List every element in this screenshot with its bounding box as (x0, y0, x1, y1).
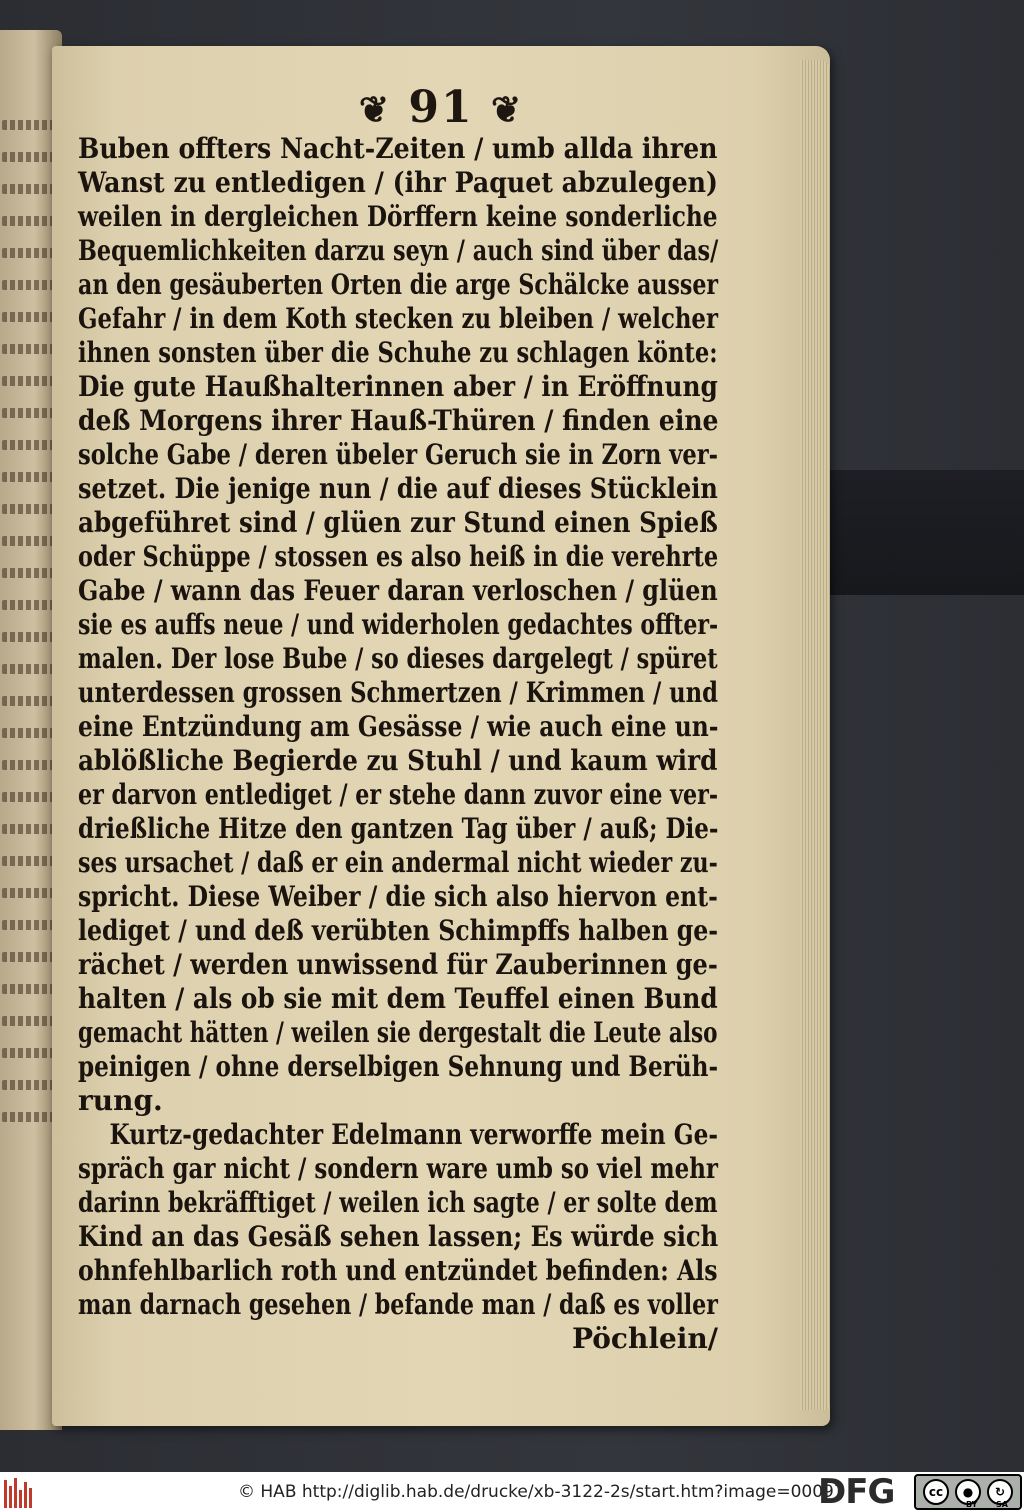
library-logo-icon (4, 1476, 36, 1508)
page-edge (800, 60, 830, 1410)
cc-icon: cc (923, 1479, 949, 1505)
text-line: spricht. Diese Weiber / die sich also hiervon ent- (78, 880, 718, 913)
cc-by-label: BY (966, 1500, 978, 1509)
text-line: Kurtz-gedachter Edelmann verworffe mein Ge- (109, 1118, 719, 1151)
text-line: Bequemlichkeiten darzu seyn / auch sind über das/ (78, 234, 719, 267)
text-line: solche Gabe / deren übeler Geruch sie in Zorn ver- (78, 438, 719, 471)
cc-license-badge[interactable] (914, 1474, 1022, 1510)
cc-by-icon: ● (955, 1479, 981, 1505)
text-line: Gefahr / in dem Koth stecken zu bleiben / welcher (78, 302, 718, 335)
book-page (52, 46, 830, 1426)
text-line: deß Morgens ihrer Hauß-Thüren / finden eine (78, 404, 719, 437)
text-line: abgeführet sind / glüen zur Stund einen Spieß (78, 506, 718, 539)
text-line: unterdessen grossen Schmertzen / Krimmen / und (78, 676, 719, 709)
text-line: ihnen sonsten über die Schuhe zu schlagen könte: (78, 336, 718, 369)
ornament-left-icon: ❦ (358, 89, 392, 131)
text-line: spräch gar nicht / sondern ware umb so viel mehr (78, 1152, 718, 1185)
cc-sa-label: SA (996, 1500, 1008, 1509)
text-line: ohnfehlbarlich roth und entzündet befinden: Als (78, 1254, 718, 1287)
text-line: ses ursachet / daß er ein andermal nicht wieder zu- (78, 846, 718, 879)
page-header (52, 82, 830, 133)
dfg-logo: DFG (818, 1472, 895, 1512)
text-line: oder Schüppe / stossen es also heiß in die verehrte (78, 540, 719, 573)
cc-sa-icon: ↻ (987, 1479, 1013, 1505)
footer-bar (0, 1472, 1024, 1512)
text-line: malen. Der lose Bube / so dieses dargelegt / spüret (78, 642, 718, 675)
footer-credit-link[interactable]: © HAB http://diglib.hab.de/drucke/xb-3122-2s/start.htm?image=00097 (238, 1482, 845, 1502)
text-line: setzet. Die jenige nun / die auf dieses Stücklein (78, 472, 718, 505)
text-line: rächet / werden unwissend für Zauberinnen ge- (78, 948, 718, 981)
text-line: halten / als ob sie mit dem Teuffel einen Bund (78, 982, 718, 1015)
text-line: eine Entzündung am Gesässe / wie auch eine un- (78, 710, 719, 743)
text-line: peinigen / ohne derselbigen Sehnung und Berüh- (78, 1050, 719, 1083)
text-line: er darvon entlediget / er stehe dann zuvor eine ver- (78, 778, 719, 811)
text-line: Gabe / wann das Feuer daran verloschen / glüen (78, 574, 718, 607)
facing-page-text-fragments (0, 120, 56, 1144)
text-line: gemacht hätten / weilen sie dergestalt die Leute also (78, 1016, 718, 1049)
text-line: rung. (78, 1084, 163, 1117)
text-line: ablößliche Begierde zu Stuhl / und kaum wird (78, 744, 718, 777)
ornament-right-icon: ❦ (490, 89, 524, 131)
text-line: drießliche Hitze den gantzen Tag über / auß; Die- (78, 812, 719, 845)
text-line: sie es auffs neue / und widerholen gedachtes offter- (78, 608, 719, 641)
text-line: lediget / und deß verübten Schimpffs halben ge- (78, 914, 719, 947)
page-number: 91 (408, 82, 474, 133)
text-line: Die gute Haußhalterinnen aber / in Eröffnung (78, 370, 718, 403)
text-line: an den gesäuberten Orten die arge Schälcke ausser (78, 268, 719, 301)
text-line: darinn bekräfftiget / weilen ich sagte / er solte dem (78, 1186, 718, 1219)
text-line: Wanst zu entledigen / (ihr Paquet abzulegen) (78, 166, 718, 199)
text-line: weilen in dergleichen Dörffern keine sonderliche (78, 200, 718, 233)
catchword: Pöchlein/ (571, 1322, 718, 1355)
text-line: Kind an das Gesäß sehen lassen; Es würde sich (78, 1220, 719, 1253)
text-line: Buben offters Nacht-Zeiten / umb allda ihren (78, 132, 718, 165)
body-text (78, 132, 718, 1356)
text-line: man darnach gesehen / befande man / daß es voller (78, 1288, 718, 1321)
